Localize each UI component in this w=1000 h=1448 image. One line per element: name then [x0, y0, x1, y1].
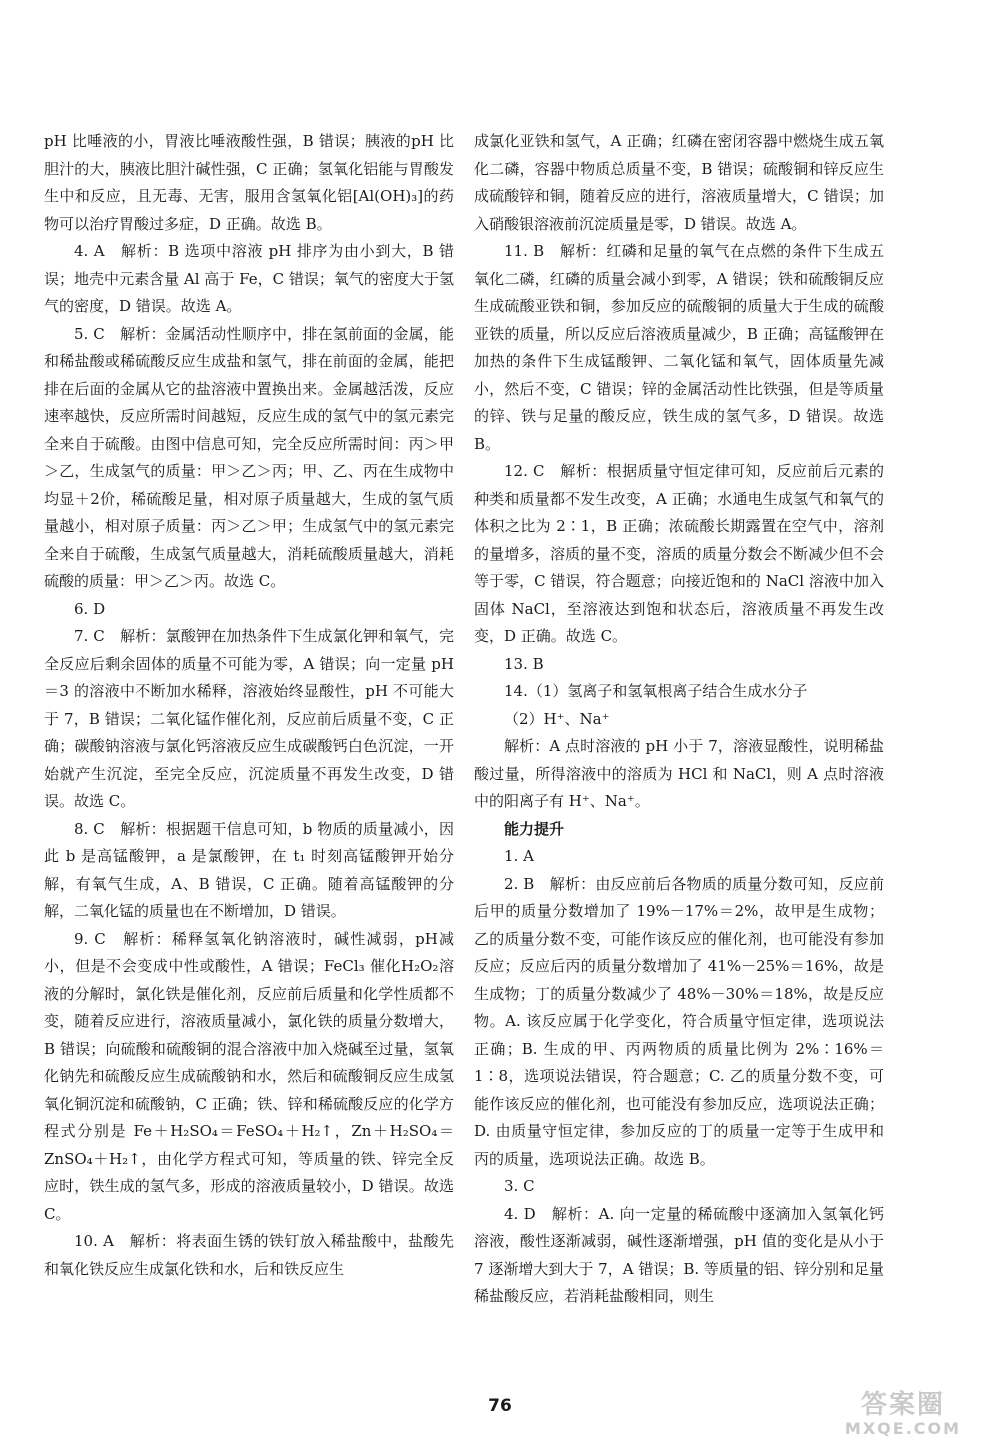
answer-paragraph: 2. B 解析：由反应前后各物质的质量分数可知，反应前后甲的质量分数增加了 19%－17%＝2%，故甲是生成物；乙的质量分数不变，可能作该反应的催化剂，也可能没有参加反应；反应后丙的质量分数增加了 41%－25%＝16%，故是生成物；丁的质量分数减少了 48%－30%＝18%，故是反应物。A. 该反应属于化学变化，符合质量守恒定律，选项说法正确；B. 生成的甲、丙两物质的质量比例为 2%∶16%＝1∶8，选项说法错误，符合题意；C. 乙的质量分数不变，可能作该反应的催化剂，也可能没有参加反应，选项说法正确；D. 由质量守恒定律，参加反应的丁的质量一定等于生成甲和丙的质量，选项说法正确。故选 B。 — [474, 874, 884, 1168]
answer-paragraph: 13. B — [504, 654, 544, 673]
answer-paragraph: 1. A — [504, 847, 534, 865]
answer-paragraph: 4. D 解析：A. 向一定量的稀硫酸中逐滴加入氢氧化钙溶液，酸性逐渐减弱，碱性逐渐增强，pH 值的变化是从小于 7 逐渐增大到大于 7，A 错误；B. 等质量的铝、锌分别和足量稀盐酸反应，若消耗盐酸相同，则生 — [474, 1204, 884, 1305]
answer-paragraph: pH 比唾液的小，胃液比唾液酸性强，B 错误；胰液的pH 比胆汁的大，胰液比胆汁碱性强，C 正确；氢氧化铝能与胃酸发生中和反应，且无毒、无害，服用含氢氧化铝[Al(OH)₃]的药物可以治疗胃酸过多症，D 正确。故选 B。 — [44, 132, 454, 233]
answer-paragraph: 11. B 解析：红磷和足量的氧气在点燃的条件下生成五氧化二磷，红磷的质量会减小到零，A 错误；铁和硫酸铜反应生成硫酸亚铁和铜，参加反应的硫酸铜的质量大于生成的硫酸亚铁的质量，所以反应后溶液质量减少，B 正确；高锰酸钾在加热的条件下生成锰酸钾、二氧化锰和氧气，固体质量先减小，然后不变，C 错误；锌的金属活动性比铁强，但是等质量的锌、铁与足量的酸反应，铁生成的氢气多，D 错误。故选 B。 — [474, 242, 884, 453]
answer-paragraph: 5. C 解析：金属活动性顺序中，排在氢前面的金属，能和稀盐酸或稀硫酸反应生成盐和氢气，排在前面的金属，能把排在后面的金属从它的盐溶液中置换出来。金属越活泼，反应速率越快，反应所需时间越短，反应生成的氢气中的氢元素完全来自于硫酸。由图中信息可知，完全反应所需时间：丙＞甲＞乙，生成氢气的质量：甲＞乙＞丙；甲、乙、丙在生成物中均显＋2价，稀硫酸足量，相对原子质量越大，生成的氢气质量越小，相对原子质量：丙＞乙＞甲；生成氢气中的氢元素完全来自于硫酸，生成氢气质量越大，消耗硫酸质量越大，消耗硫酸的质量：甲＞乙＞丙。故选 C。 — [44, 324, 454, 590]
answer-paragraph: 8. C 解析：根据题干信息可知，b 物质的质量减小，因此 b 是高锰酸钾，a 是氯酸钾，在 t₁ 时刻高锰酸钾开始分解，有氧气生成，A、B 错误，C 正确。随着高锰酸钾的分解，二氧化锰的质量也在不断增加，D 错误。 — [44, 819, 454, 920]
answer-paragraph: 7. C 解析：氯酸钾在加热条件下生成氯化钾和氧气，完全反应后剩余固体的质量不可能为零，A 错误；向一定量 pH＝3 的溶液中不断加水稀释，溶液始终显酸性，pH 不可能大于 7，B 错误；二氧化锰作催化剂，反应前后质量不变，C 正确；碳酸钠溶液与氯化钙溶液反应生成碳酸钙白色沉淀，一开始就产生沉淀，至完全反应，沉淀质量不再发生改变，D 错误。故选 C。 — [44, 627, 454, 810]
answer-paragraph: 10. A 解析：将表面生锈的铁钉放入稀盐酸中，盐酸先和氧化铁反应生成氯化铁和水，后和铁反应生 — [44, 1232, 454, 1278]
watermark-url: MXQE.COM — [844, 1419, 962, 1438]
left-column — [44, 128, 454, 1283]
answer-paragraph: 12. C 解析：根据质量守恒定律可知，反应前后元素的种类和质量都不发生改变，A 正确；水通电生成氢气和氧气的体积之比为 2∶1，B 正确；浓硫酸长期露置在空气中，溶剂的量增多，溶质的量不变，溶质的质量分数会不断减少但不会等于零，C 错误，符合题意；向接近饱和的 NaCl 溶液中加入固体 NaCl，至溶液达到饱和状态后，溶液质量不再发生改变，D 正确。故选 C。 — [474, 462, 884, 645]
watermark-logo — [828, 1390, 978, 1442]
answer-paragraph: 3. C — [504, 1177, 535, 1195]
right-column — [474, 128, 884, 1311]
watermark-title: 答案圈 — [860, 1390, 945, 1420]
answer-paragraph: （2）H⁺、Na⁺ — [504, 709, 610, 728]
answer-paragraph: 解析：A 点时溶液的 pH 小于 7，溶液显酸性，说明稀盐酸过量，所得溶液中的溶质为 HCl 和 NaCl，则 A 点时溶液中的阳离子有 H⁺、Na⁺。 — [474, 737, 884, 810]
section-heading: 能力提升 — [504, 819, 565, 838]
answer-paragraph: 4. A 解析：B 选项中溶液 pH 排序为由小到大，B 错误；地壳中元素含量 Al 高于 Fe，C 错误；氧气的密度大于氢气的密度，D 错误。故选 A。 — [44, 242, 454, 315]
answer-paragraph: 9. C 解析：稀释氢氧化钠溶液时，碱性减弱，pH减小，但是不会变成中性或酸性，A 错误；FeCl₃ 催化H₂O₂溶液的分解时，氯化铁是催化剂，反应前后质量和化学性质都不变，随着反应进行，溶液质量减小，氯化铁的质量分数增大，B 错误；向硫酸和硫酸铜的混合溶液中加入烧碱至过量，氢氧化钠先和硫酸反应生成硫酸钠和水，然后和硫酸铜反应生成氢氧化铜沉淀和硫酸钠，C 正确；铁、锌和稀硫酸反应的化学方程式分别是 Fe＋H₂SO₄＝FeSO₄＋H₂↑，Zn＋H₂SO₄＝ZnSO₄＋H₂↑，由化学方程式可知，等质量的铁、锌完全反应时，铁生成的氢气多，形成的溶液质量较小，D 错误。故选 C。 — [44, 929, 454, 1223]
answer-paragraph: 成氯化亚铁和氢气，A 正确；红磷在密闭容器中燃烧生成五氧化二磷，容器中物质总质量不变，B 错误；硫酸铜和锌反应生成硫酸锌和铜，随着反应的进行，溶液质量增大，C 错误；加入硝酸银溶液前沉淀质量是零，D 错误。故选 A。 — [474, 132, 884, 233]
page-number: 76 — [488, 1396, 512, 1416]
answer-paragraph: 6. D — [74, 599, 106, 618]
answer-paragraph: 14.（1）氢离子和氢氧根离子结合生成水分子 — [504, 682, 808, 700]
